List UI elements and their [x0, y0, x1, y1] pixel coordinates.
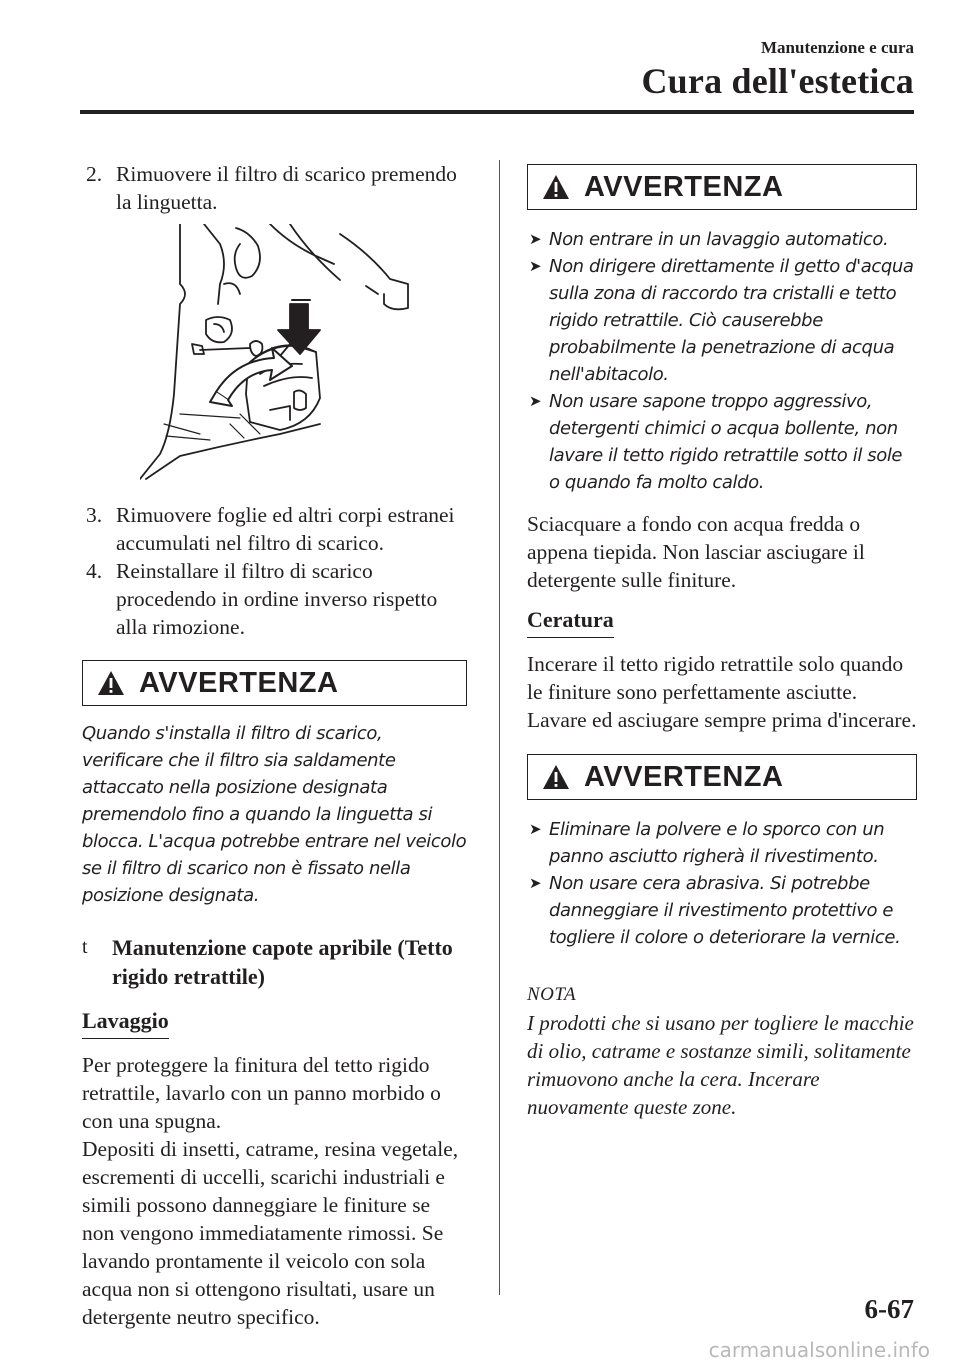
- step-2: [82, 160, 467, 216]
- step-number: 4.: [86, 559, 103, 583]
- column-divider: [499, 160, 500, 1295]
- warning-triangle-icon: [542, 764, 570, 790]
- warning-item: ➤ Eliminare la polvere e lo sporco con un panno asciutto righerà il rivestimento.: [527, 816, 917, 870]
- warning-header: [82, 660, 467, 706]
- warning-list: [527, 816, 917, 951]
- right-column: [527, 160, 917, 1121]
- arrow-bullet-icon: ➤: [529, 257, 542, 275]
- warning-list: [527, 226, 917, 496]
- header-section-label: Manutenzione e cura: [761, 38, 914, 57]
- watermark: carmanualsonline.info: [708, 1338, 930, 1362]
- arrow-bullet-icon: ➤: [529, 820, 542, 838]
- step-text: Rimuovere il filtro di scarico premendo la linguetta.: [116, 162, 457, 214]
- warning-item: ➤ Non usare cera abrasiva. Si potrebbe danneggiare il rivestimento protettivo e togliere il colore o deteriorare la vernice.: [527, 870, 917, 951]
- arrow-bullet-icon: ➤: [529, 874, 542, 892]
- warning-title: AVVERTENZA: [584, 171, 784, 203]
- warning-header: [527, 754, 917, 800]
- section-title: Manutenzione capote apribile (Tetto rigido retrattile): [112, 935, 453, 989]
- arrow-bullet-icon: ➤: [529, 230, 542, 248]
- warning-triangle-icon: [97, 670, 125, 696]
- warning-title: AVVERTENZA: [584, 761, 784, 793]
- step-number: 2.: [86, 162, 103, 186]
- warning-item: ➤ Non dirigere direttamente il getto d'acqua sulla zona di raccordo tra cristalli e tetto rigido retrattile. Ciò causerebbe probabilmente la penetrazione di acqua nell'abitacolo.: [527, 253, 917, 388]
- step-number: 3.: [86, 503, 103, 527]
- step-4: [82, 557, 467, 641]
- section-marker: t: [82, 936, 88, 958]
- step-text: Rimuovere foglie ed altri corpi estranei accumulati nel filtro di scarico.: [116, 503, 455, 555]
- header-rule: [80, 110, 914, 114]
- body-paragraph: Depositi di insetti, catrame, resina vegetale, escrementi di uccelli, scarichi industriali e simili possono danneggiare le finiture se non vengono immediatamente rimossi. Se lavando prontamente il veicolo con sola acqua non si ottengono risultati, usare un detergente neutro specifico.: [82, 1137, 459, 1329]
- warning-title: AVVERTENZA: [139, 667, 339, 699]
- drain-filter-illustration: [140, 224, 444, 484]
- warning-triangle-icon: [542, 174, 570, 200]
- warning-item: ➤ Non usare sapone troppo aggressivo, detergenti chimici o acqua bollente, non lavare il tetto rigido retrattile sotto il sole o quando fa molto caldo.: [527, 388, 917, 496]
- arrow-bullet-icon: ➤: [529, 392, 542, 410]
- section-heading: [82, 933, 467, 991]
- warning-text: Quando s'installa il filtro di scarico, verificare che il filtro sia saldamente attaccato nella posizione designata premendolo fino a quando la linguetta si blocca. L'acqua potrebbe entrare nel veicolo se il filtro di scarico non è fissato nella posizione designata.: [82, 723, 467, 906]
- step-3: [82, 501, 467, 557]
- step-text: Reinstallare il filtro di scarico procedendo in ordine inverso rispetto alla rimozione.: [116, 559, 438, 639]
- note-text: I prodotti che si usano per togliere le macchie di olio, catrame e sostanze simili, solitamente rimuovono anche la cera. Incerare nuovamente queste zone.: [527, 1011, 914, 1119]
- page-title: Cura dell'estetica: [641, 61, 914, 101]
- body-paragraph: Incerare il tetto rigido retrattile solo quando le finiture sono perfettamente asciutte. Lavare ed asciugare sempre prima d'incerare.: [527, 652, 917, 732]
- page-number: 6-67: [864, 1294, 914, 1324]
- warning-header: [527, 164, 917, 210]
- left-column: [82, 160, 467, 1331]
- body-paragraph: Per proteggere la finitura del tetto rigido retrattile, lavarlo con un panno morbido o con una spugna.: [82, 1053, 441, 1133]
- note-heading: NOTA: [527, 984, 577, 1005]
- subsection-lavaggio: Lavaggio: [82, 1007, 169, 1039]
- warning-item: ➤ Non entrare in un lavaggio automatico.: [527, 226, 917, 253]
- subsection-ceratura: Ceratura: [527, 606, 614, 638]
- body-paragraph: Sciacquare a fondo con acqua fredda o appena tiepida. Non lasciar asciugare il detergente sulle finiture.: [527, 512, 865, 592]
